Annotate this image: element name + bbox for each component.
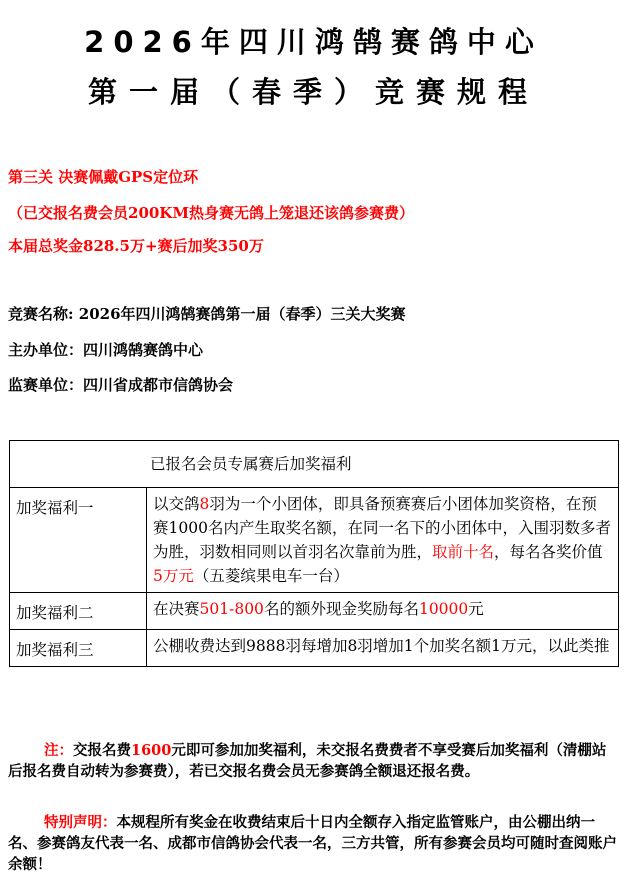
- desc-text: 公棚收费达到9888羽每增加8羽增加1个加奖名额1万元，以此类推: [153, 637, 610, 655]
- table-row: [10, 630, 619, 667]
- highlight-text: 8: [199, 495, 210, 513]
- note-fee: 1600: [131, 742, 172, 759]
- bonus-table: [9, 440, 619, 667]
- special-statement: [8, 812, 620, 875]
- bonus-table-header: 已报名会员专属赛后加奖福利: [10, 441, 619, 488]
- bonus-desc: [147, 593, 619, 630]
- desc-text: 羽为一个小团体，即具备预赛赛后小团体加奖资格，在预赛1000名内产生取奖名额，在同一名下的小团体中，入围羽数多者为胜，羽数相同则以首羽名次靠前为胜，: [153, 495, 611, 561]
- bonus-label: 加奖福利三: [10, 630, 147, 667]
- bonus-desc: [147, 630, 619, 667]
- title-line-1: 2026年四川鸿鹄赛鸽中心: [84, 25, 543, 59]
- desc-text: 在决赛: [153, 600, 200, 618]
- highlight-refund: （已交报名费会员200KM热身赛无鸽上笼退还该鸽参赛费）: [8, 204, 414, 222]
- highlight-prize-total: 本届总奖金828.5万+赛后加奖350万: [8, 237, 264, 255]
- desc-text: 名的额外现金奖励每名: [263, 600, 419, 618]
- bonus-label: 加奖福利二: [10, 593, 147, 630]
- bonus-desc: [147, 488, 619, 593]
- special-prefix: 特别声明：: [44, 814, 117, 831]
- special-text: 本规程所有奖金在收费结束后十日内全额存入指定监管账户，由公棚出纳一名、参赛鸽友代表一名、成都市信鸽协会代表一名，三方共管，所有参赛会员均可随时查阅账户余额！: [8, 814, 617, 873]
- desc-text: （五菱缤果电车一台）: [193, 567, 349, 585]
- table-row: [10, 488, 619, 593]
- note-text-b: 元即可参加加奖福利，未交报名费费者不享受赛后加奖福利（清棚站后报名费自动转为参赛费），若已交报名费会员无参赛鸽全额退还报名费。: [8, 742, 607, 780]
- desc-text: 元: [468, 600, 484, 618]
- desc-text: 以交鸽: [153, 495, 200, 513]
- table-row: [10, 593, 619, 630]
- note-prefix: 注：: [44, 742, 73, 759]
- title-line-2: 第一届（春季）竞赛规程: [87, 75, 539, 109]
- note-paragraph: [8, 740, 620, 782]
- highlight-final-gps: 第三关 决赛佩戴GPS定位环: [8, 168, 199, 186]
- highlight-text: 取前十名: [432, 543, 495, 561]
- highlight-text: 501-800: [199, 600, 264, 618]
- supervisor: 监赛单位：四川省成都市信鸽协会: [8, 376, 234, 394]
- competition-name: 竞赛名称: 2026年四川鸿鹄赛鸽第一届（春季）三关大奖赛: [8, 305, 406, 323]
- note-text-a: 交报名费: [73, 742, 131, 759]
- organizer: 主办单位：四川鸿鹄赛鸽中心: [8, 341, 204, 359]
- bonus-label: 加奖福利一: [10, 488, 147, 593]
- desc-text: ，每名各奖价值: [494, 543, 603, 561]
- highlight-text: 10000: [418, 600, 469, 618]
- highlight-text: 5万元: [153, 567, 194, 585]
